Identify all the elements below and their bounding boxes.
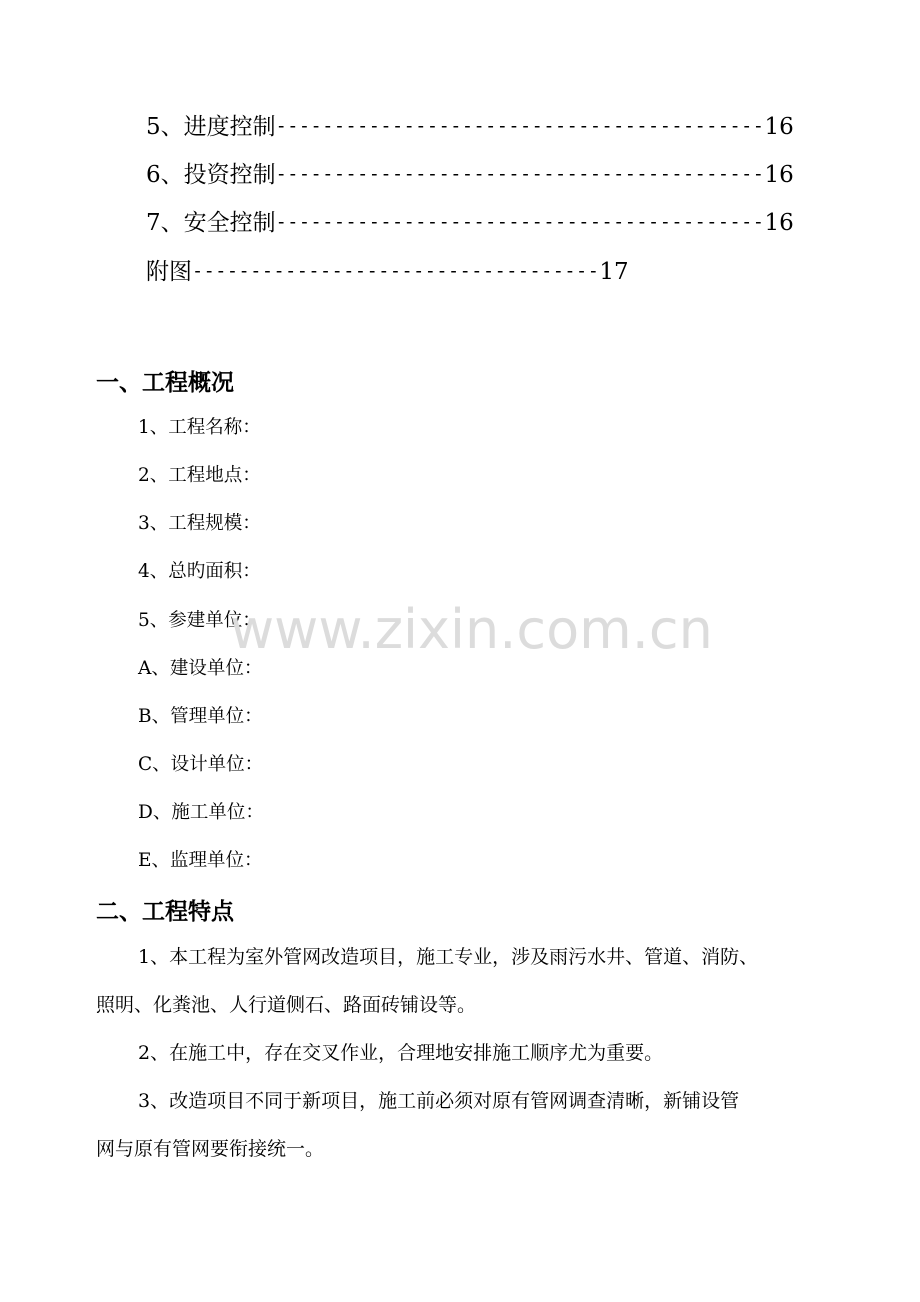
watermark: www.zixin.com.cn xyxy=(230,598,713,661)
paragraph-line: 3、改造项目不同于新项目，施工前必须对原有管网调查清晰，新铺设管 xyxy=(138,1090,740,1112)
list-item: D、施工单位： xyxy=(138,802,264,823)
toc-entry[interactable] xyxy=(146,204,794,237)
toc-label: 附图 xyxy=(146,259,192,285)
list-item: 4、总旳面积： xyxy=(138,561,261,582)
section-heading: 一、工程概况 xyxy=(96,370,234,396)
toc-entry[interactable] xyxy=(146,108,794,141)
toc-entry[interactable] xyxy=(146,253,629,286)
list-item: B、管理单位： xyxy=(138,706,263,727)
list-item: C、设计单位： xyxy=(138,754,264,775)
toc-leader: ------------------------------------------ xyxy=(275,212,765,233)
toc-label: 5、进度控制 xyxy=(146,114,276,140)
list-item: A、建设单位： xyxy=(138,658,263,679)
section-heading: 二、工程特点 xyxy=(96,899,234,925)
list-item: 2、工程地点： xyxy=(138,465,261,486)
toc-label: 6、投资控制 xyxy=(146,162,276,188)
list-item: E、监理单位： xyxy=(138,850,263,871)
toc-page: 17 xyxy=(599,259,629,285)
list-item: 1、工程名称： xyxy=(138,417,261,438)
toc-leader: ------------------------------------------ xyxy=(275,164,765,185)
toc-page: 16 xyxy=(764,162,794,188)
paragraph-line: 网与原有管网要衔接统一。 xyxy=(96,1138,325,1160)
paragraph-line: 照明、化粪池、人行道侧石、路面砖铺设等。 xyxy=(96,994,477,1016)
list-item: 3、工程规模： xyxy=(138,513,261,534)
paragraph-line: 2、在施工中，存在交叉作业，合理地安排施工顺序尤为重要。 xyxy=(138,1042,664,1064)
toc-label: 7、安全控制 xyxy=(146,210,276,236)
toc-page: 16 xyxy=(764,114,794,140)
toc-page: 16 xyxy=(764,210,794,236)
toc-entry[interactable] xyxy=(146,156,794,189)
list-item: 5、参建单位： xyxy=(138,610,261,631)
paragraph-line: 1、本工程为室外管网改造项目，施工专业，涉及雨污水井、管道、消防、 xyxy=(138,946,759,968)
toc-leader: ----------------------------------- xyxy=(192,261,600,282)
toc-leader: ------------------------------------------ xyxy=(275,116,765,137)
